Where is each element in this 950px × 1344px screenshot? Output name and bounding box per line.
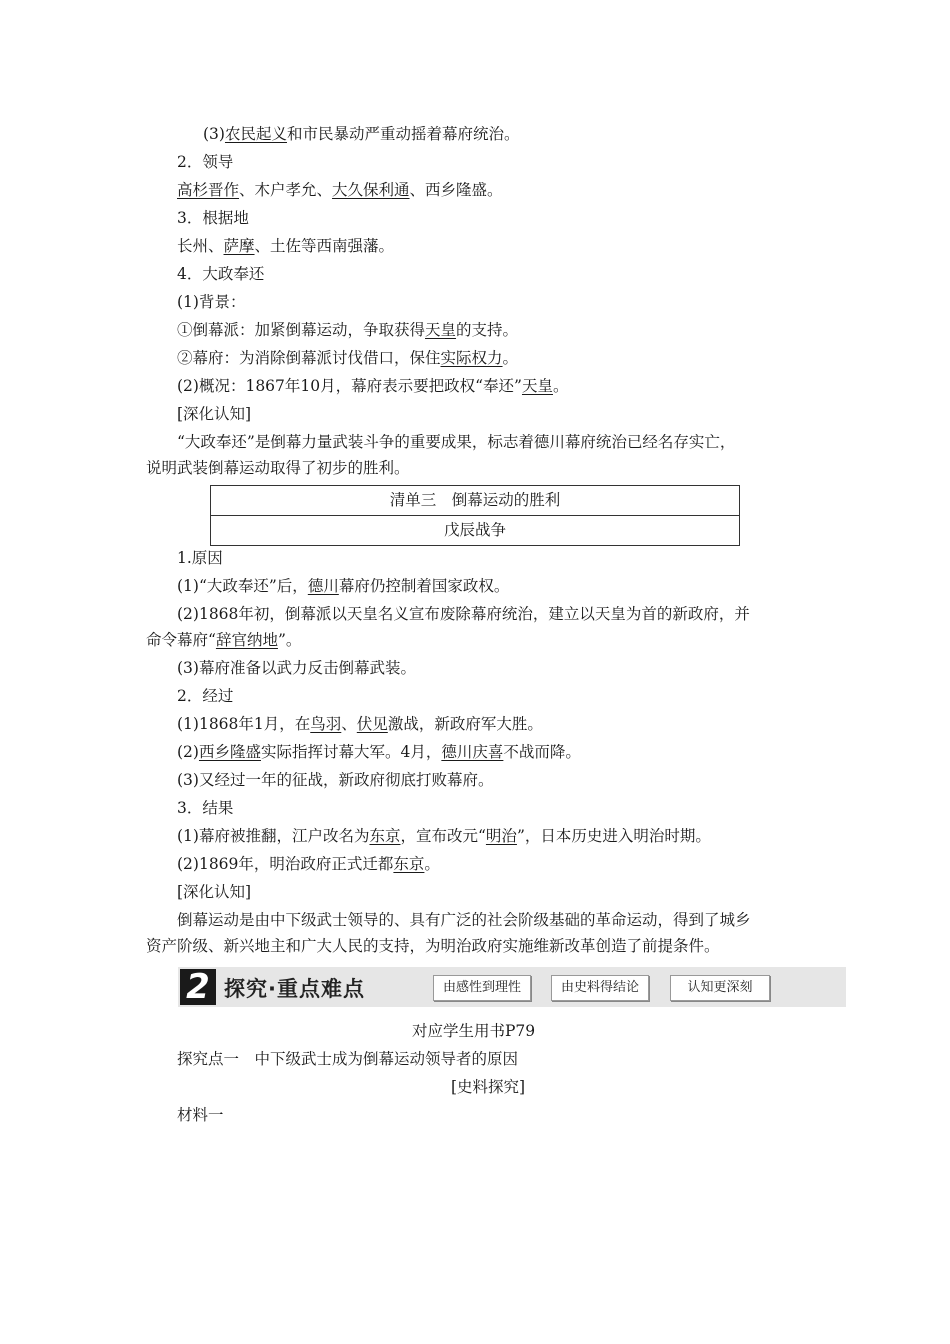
text-line — [146, 630, 301, 650]
text-span: 2．领导 — [177, 153, 234, 171]
underlined-term: 实际权力 — [440, 349, 503, 367]
text-span: ”。 — [277, 631, 302, 649]
text-span: 。 — [553, 377, 569, 395]
text-span: 3．结果 — [177, 799, 234, 817]
underlined-term: 大久保利通 — [332, 181, 410, 199]
text-span: 。 — [424, 855, 440, 873]
text-span: ”，日本历史进入明治时期。 — [516, 827, 711, 845]
text-span: 、土佐等西南强藩。 — [254, 237, 395, 255]
material-label: 材料一 — [177, 1106, 224, 1124]
text-line — [177, 798, 233, 818]
banner-tag-3: 认知更深刻 — [670, 975, 770, 1001]
underlined-term: 明治 — [485, 827, 517, 845]
text-span: ①倒幕派：加紧倒幕运动，争取获得 — [177, 321, 426, 339]
text-line — [177, 826, 711, 846]
banner-tag-2: 由史料得结论 — [551, 975, 649, 1001]
inquiry-point-title: 探究点一 中下级武士成为倒幕运动领导者的原因 — [177, 1050, 519, 1068]
text-span: (3)幕府准备以武力反击倒幕武装。 — [177, 659, 416, 677]
text-span: 和市民暴动严重动摇着幕府统治。 — [286, 125, 520, 143]
text-span: 不战而降。 — [503, 743, 581, 761]
text-line — [177, 208, 249, 228]
section-header-box — [210, 485, 740, 546]
text-span: (2)概况：1867年10月，幕府表示要把政权“奉还” — [177, 377, 522, 395]
section-header-title: 清单三 倒幕运动的胜利 — [389, 491, 561, 509]
text-span: 3．根据地 — [177, 209, 249, 227]
text-line — [146, 458, 410, 478]
text-span: 、西乡隆盛。 — [409, 181, 503, 199]
text-span: (1)背景： — [177, 293, 246, 311]
underlined-term: 西乡隆盛 — [198, 743, 261, 761]
banner-number: 2 — [180, 969, 216, 1005]
text-line — [177, 658, 416, 678]
text-line — [177, 432, 735, 452]
text-line — [177, 882, 251, 902]
text-line — [177, 604, 750, 624]
text-line — [177, 236, 394, 256]
text-line — [177, 854, 440, 874]
underlined-term: 伏见 — [356, 715, 388, 733]
page-reference: 对应学生用书P79 — [412, 1022, 536, 1040]
text-span: ，宣布改元“ — [400, 827, 486, 845]
underlined-term: 高杉晋作 — [177, 181, 240, 199]
text-span: 、木户孝允、 — [239, 181, 333, 199]
text-span: “大政奉还”是倒幕力量武装斗争的重要成果，标志着德川幕府统治已经名存实亡， — [177, 433, 736, 451]
section-banner — [178, 967, 846, 1007]
text-line — [177, 376, 569, 396]
text-line — [177, 404, 251, 424]
underlined-term: 辞官纳地 — [215, 631, 278, 649]
text-span: 幕府仍控制着国家政权。 — [338, 577, 510, 595]
text-span: (2)1868年初，倒幕派以天皇名义宣布废除幕府统治，建立以天皇为首的新政府，并 — [177, 605, 750, 623]
text-line — [177, 548, 223, 568]
text-span: 2．经过 — [177, 687, 234, 705]
text-span: 的支持。 — [456, 321, 519, 339]
text-span: ②幕府：为消除倒幕派讨伐借口，保住 — [177, 349, 441, 367]
text-span: 激战，新政府军大胜。 — [387, 715, 543, 733]
underlined-term: 天皇 — [425, 321, 457, 339]
text-line — [203, 124, 520, 144]
text-span: 命令幕府“ — [146, 631, 216, 649]
text-line — [177, 686, 233, 706]
underlined-term: 德川 — [307, 577, 339, 595]
text-span: (2)1869年，明治政府正式迁都 — [177, 855, 394, 873]
text-span: 4．大政奉还 — [177, 265, 265, 283]
text-span: (1)幕府被推翻，江户改名为 — [177, 827, 370, 845]
text-line — [177, 910, 751, 930]
text-span: (1)“大政奉还”后， — [177, 577, 308, 595]
underlined-term: 德川庆喜 — [441, 743, 504, 761]
text-line — [177, 152, 233, 172]
text-line — [177, 180, 503, 200]
underlined-term: 农民起义 — [224, 125, 287, 143]
text-line — [177, 320, 518, 340]
underlined-term: 东京 — [369, 827, 401, 845]
text-span: 长州、 — [177, 237, 224, 255]
text-line — [177, 576, 509, 596]
text-line — [177, 714, 543, 734]
underlined-term: 鸟羽 — [310, 715, 342, 733]
text-span: [深化认知] — [177, 405, 252, 423]
text-line — [177, 292, 245, 312]
text-span: 。 — [502, 349, 519, 367]
text-span: (2) — [177, 743, 199, 761]
text-span: (3) — [203, 125, 225, 143]
text-span: 倒幕运动是由中下级武士领导的、具有广泛的社会阶级基础的革命运动，得到了城乡 — [177, 911, 751, 929]
text-span: 资产阶级、新兴地主和广大人民的支持，为明治政府实施维新改革创造了前提条件。 — [146, 937, 720, 955]
text-span: [深化认知] — [177, 883, 252, 901]
text-span: (1)1868年1月，在 — [177, 715, 311, 733]
text-line — [177, 770, 493, 790]
text-span: (3)又经过一年的征战，新政府彻底打败幕府。 — [177, 771, 494, 789]
banner-title: 探究·重点难点 — [224, 977, 365, 1001]
text-line — [177, 348, 518, 368]
banner-tag-1: 由感性到理性 — [433, 975, 531, 1001]
text-span: 1.原因 — [177, 549, 223, 567]
underlined-term: 天皇 — [521, 377, 553, 395]
text-span: 实际指挥讨幕大军。4月， — [260, 743, 442, 761]
text-span: 说明武装倒幕运动取得了初步的胜利。 — [146, 459, 410, 477]
text-span: 、 — [341, 715, 357, 733]
section-header-subtitle: 戊辰战争 — [211, 515, 739, 545]
underlined-term: 萨摩 — [223, 237, 255, 255]
source-inquiry-label: [史料探究] — [451, 1078, 526, 1096]
underlined-term: 东京 — [393, 855, 425, 873]
text-line — [177, 742, 581, 762]
text-line — [177, 264, 264, 284]
text-line — [146, 936, 720, 956]
